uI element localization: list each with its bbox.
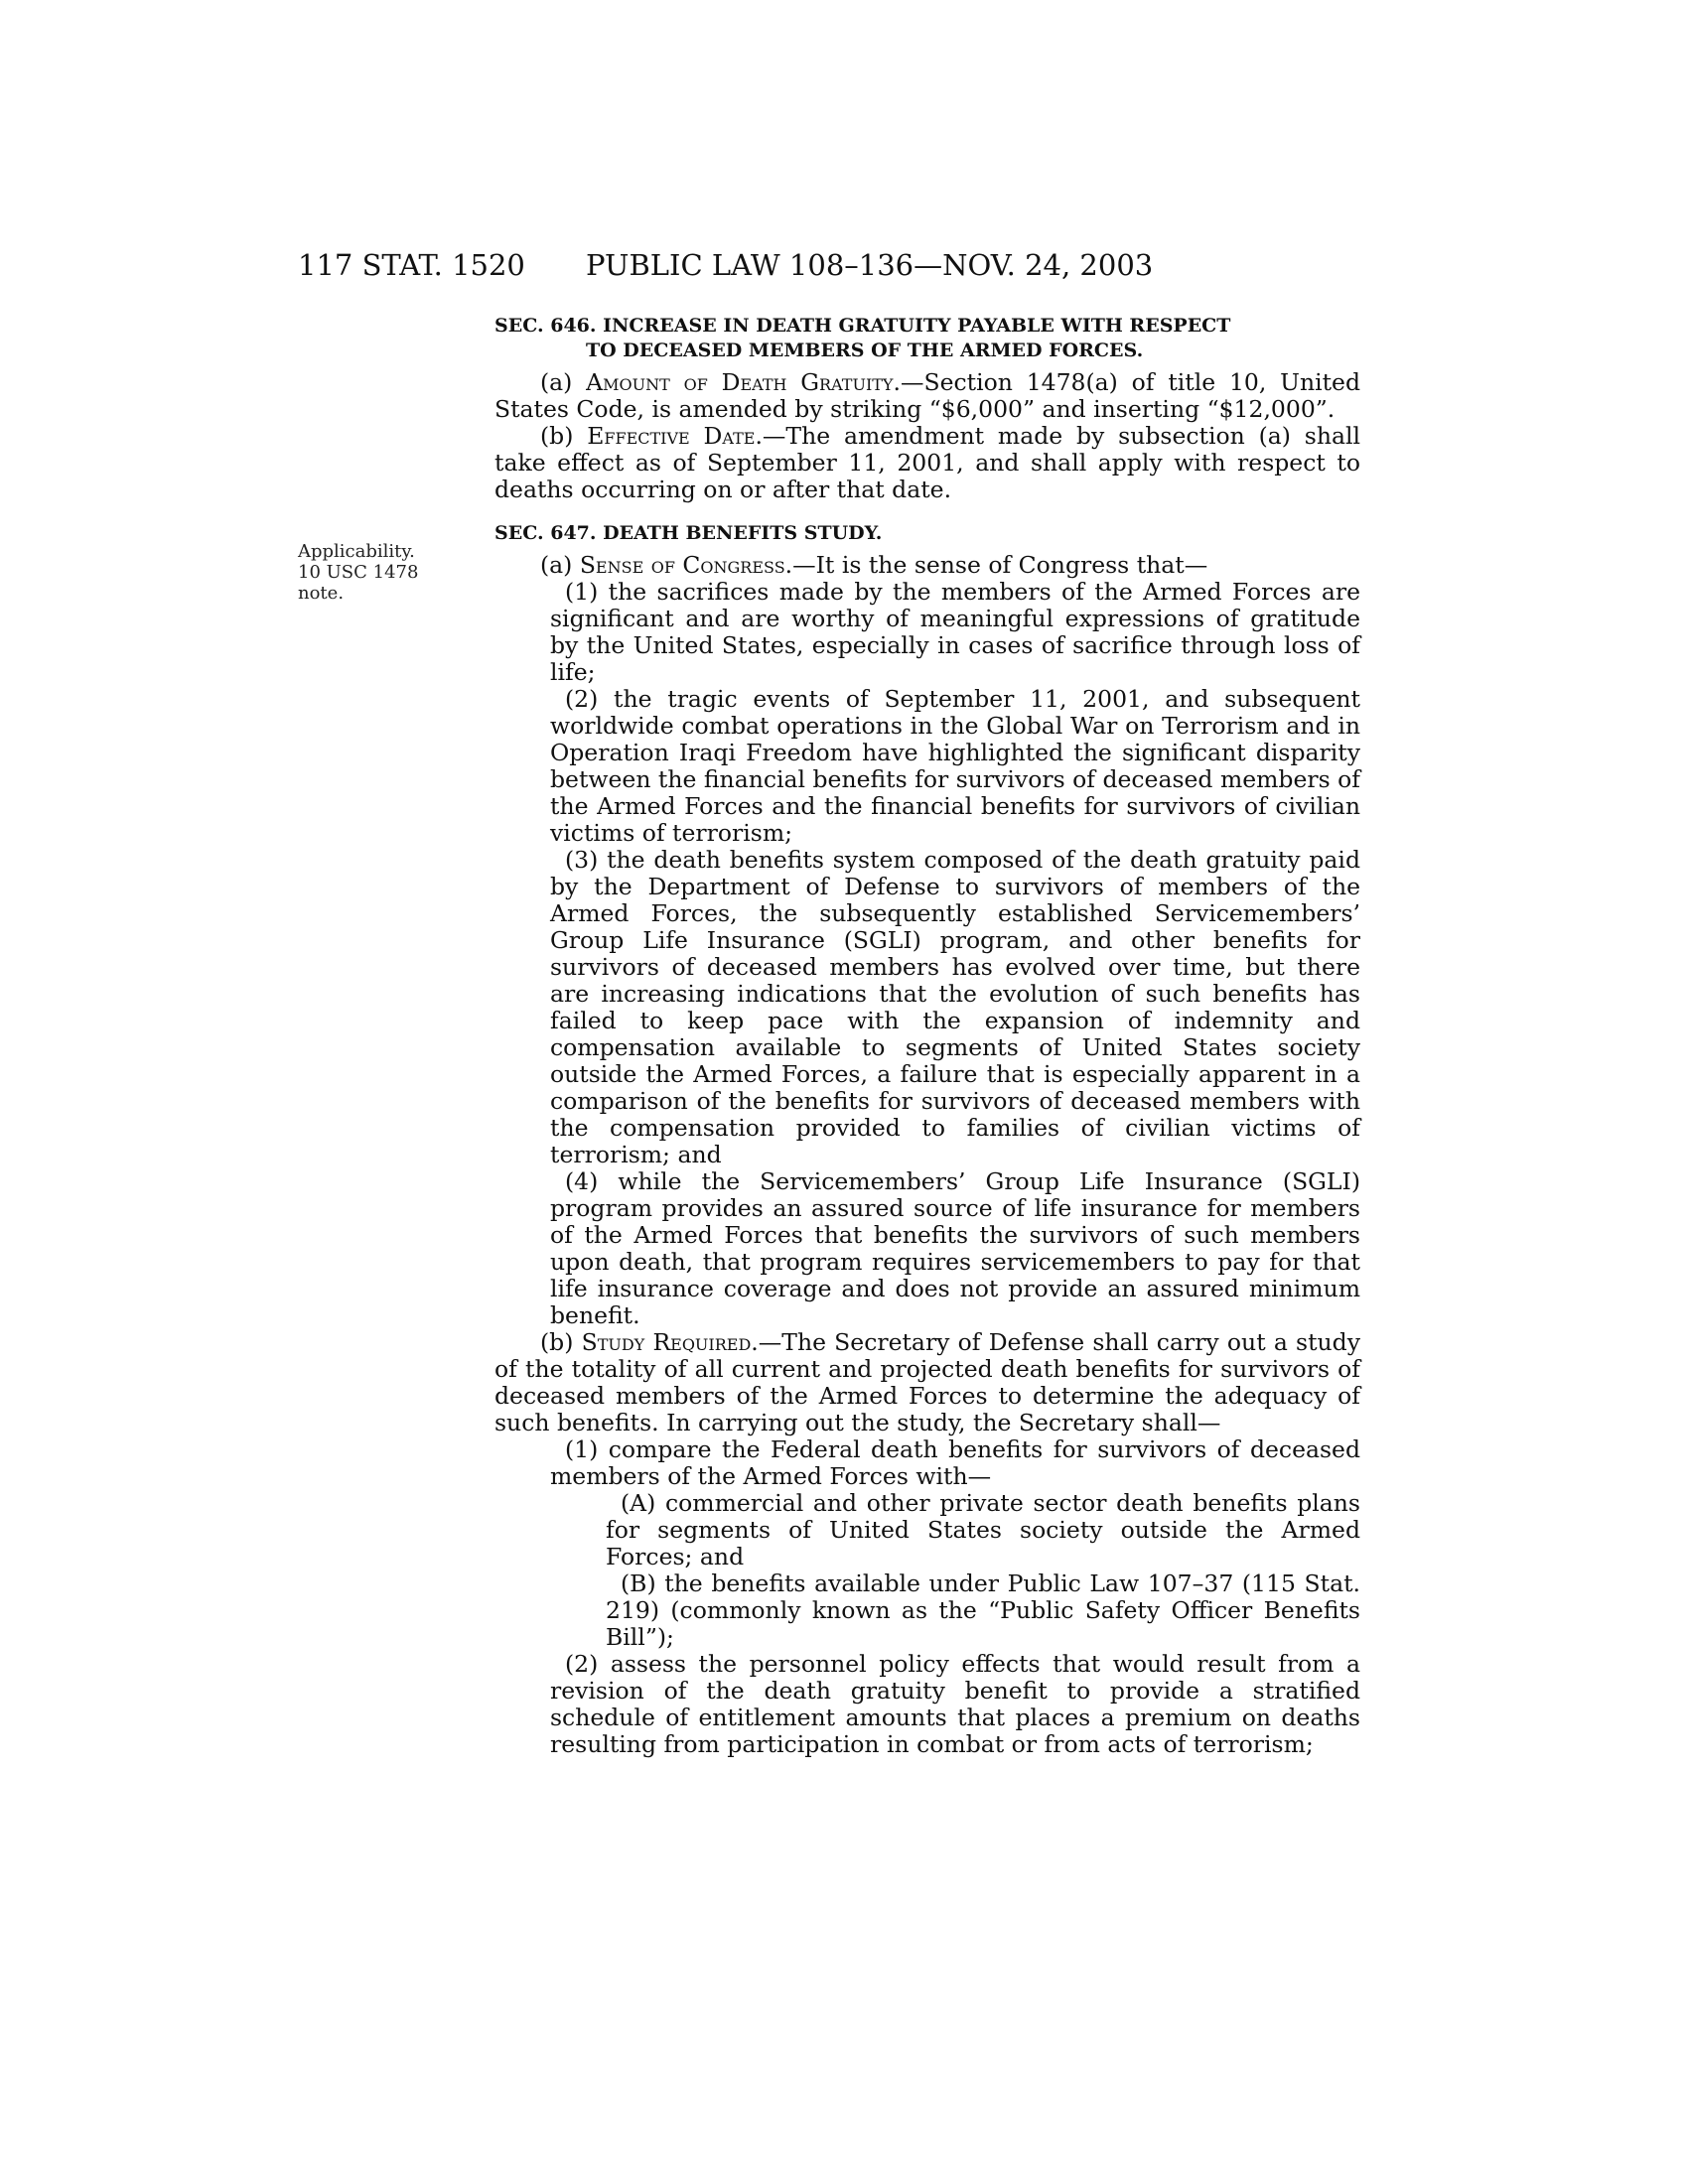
margin-note-line: note. [298,583,345,604]
section-647-heading: SEC. 647. DEATH BENEFITS STUDY. [494,522,883,544]
section-647-b1: (1) compare the Federal death benefits for survivors of deceased members of the Armed Forces with— [550,1435,1360,1490]
margin-note-line: Applicability. [298,541,415,562]
section-646-heading: SEC. 646. INCREASE IN DEATH GRATUITY PAYABLE WITH RESPECT TO DECEASED MEMBERS OF THE ARMED FORCES. [494,315,1231,361]
section-646-a: (a) Amount of Death Gratuity.—Section 1478(a) of title 10, United States Code, is amended by striking “$6,000” and inserting “$12,000”. [494,368,1360,423]
margin-note-line: 10 USC 1478 [298,562,419,583]
section-647-b1-A: (A) commercial and other private sector death benefits plans for segments of United States society outside the Armed Forces; and [606,1489,1360,1570]
section-647-b2: (2) assess the personnel policy effects that would result from a revision of the death gratuity benefit to provide a stratified schedule of entitlement amounts that places a premium on deaths resulting from participation in combat or from acts of terrorism; [550,1650,1360,1758]
statute-page-number: 117 STAT. 1520 [298,248,525,282]
document-body [494,314,1360,1758]
section-647-a1: (1) the sacrifices made by the members of the Armed Forces are significant and are worthy of meaningful expressions of gratitude by the United States, especially in cases of sacrifice through loss of life; [550,578,1360,686]
section-647-a4: (4) while the Servicemembers’ Group Life Insurance (SGLI) program provides an assured source of life insurance for members of the Armed Forces that benefits the survivors of such members upon death, that program requires servicemembers to pay for that life insurance coverage and does not provide an assured minimum benefit. [550,1167,1360,1329]
section-647-a2: (2) the tragic events of September 11, 2001, and subsequent worldwide combat operations in the Global War on Terrorism and in Operation Iraqi Freedom have highlighted the significant disparity between the financial benefits for survivors of deceased members of the Armed Forces and the financial benefits for survivors of civilian victims of terrorism; [550,685,1360,847]
page-header [298,248,1390,288]
section-647-b1-B: (B) the benefits available under Public Law 107–37 (115 Stat. 219) (commonly known as the “Public Safety Officer Benefits Bill”); [606,1570,1360,1651]
section-647-a3: (3) the death benefits system composed of the death gratuity paid by the Department of Defense to survivors of members of the Armed Forces, the subsequently established Servicemembers’ Group Life Insurance (SGLI) program, and other benefits for survivors of deceased members has evolved over time, but there are increasing indications that the evolution of such benefits has failed to keep pace with the expansion of indemnity and compensation available to segments of United States society outside the Armed Forces, a failure that is especially apparent in a comparison of the benefits for survivors of deceased members with the compensation provided to families of civilian victims of terrorism; and [550,846,1360,1168]
section-647-b: (b) Study Required.—The Secretary of Defense shall carry out a study of the totality of all current and projected death benefits for survivors of deceased members of the Armed Forces to determine the adequacy of such benefits. In carrying out the study, the Secretary shall— [494,1328,1361,1436]
section-647-a: (a) Sense of Congress.—It is the sense of Congress that— [540,551,1208,579]
margin-note [298,541,437,604]
public-law-title: PUBLIC LAW 108–136—NOV. 24, 2003 [586,248,1154,282]
section-646-b: (b) Effective Date.—The amendment made by subsection (a) shall take effect as of September 11, 2001, and shall apply with respect to deaths occurring on or after that date. [494,422,1360,503]
